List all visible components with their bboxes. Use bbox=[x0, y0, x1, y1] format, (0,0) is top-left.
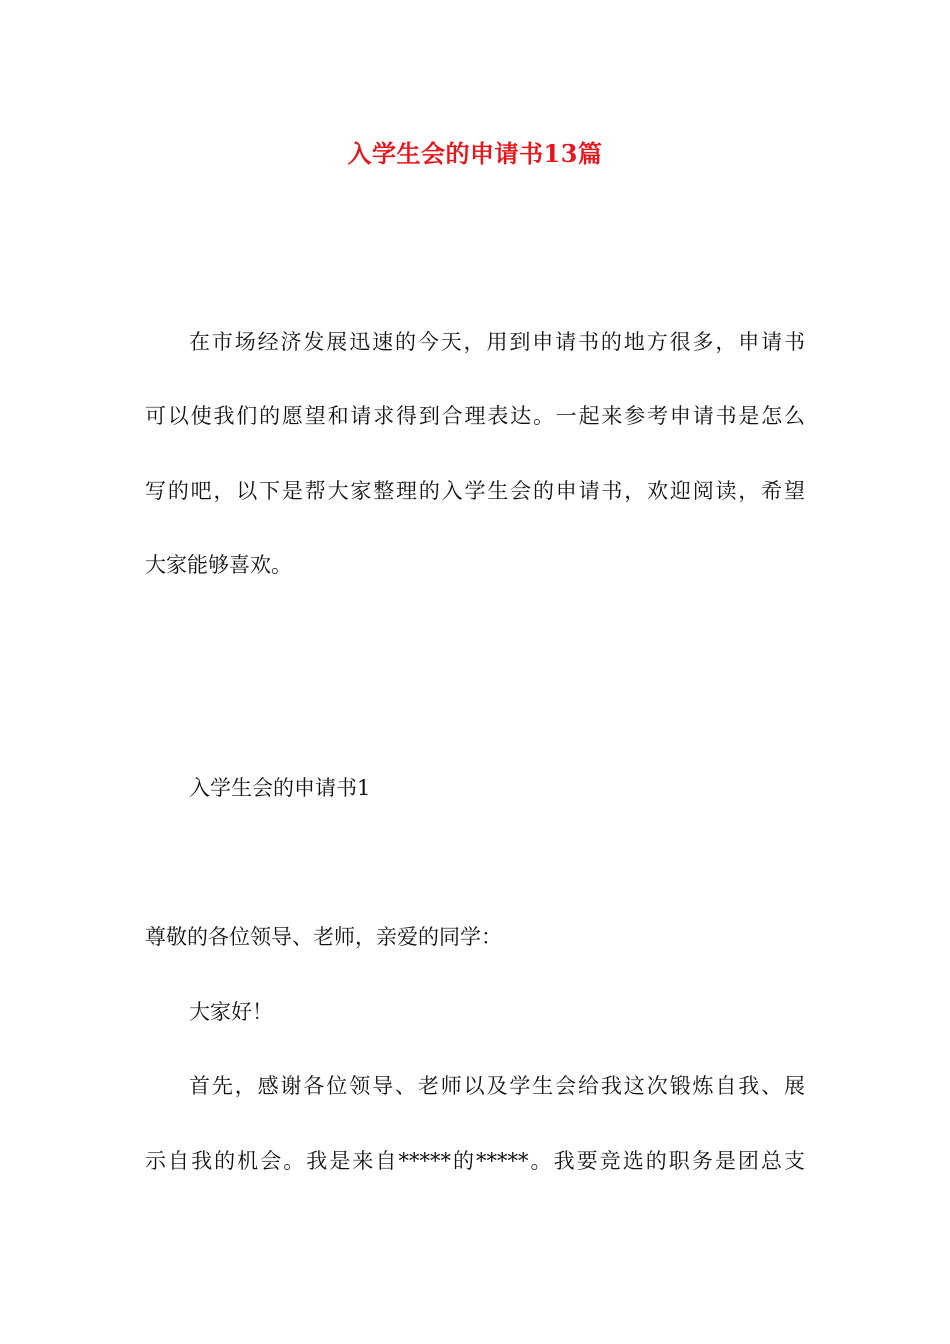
body-line-2: 示自我的机会。我是来自*****的*****。我要竞选的职务是团总支 bbox=[145, 1149, 805, 1173]
intro-line-1: 在市场经济发展迅速的今天，用到申请书的地方很多，申请书 bbox=[189, 330, 805, 354]
body-line-1: 首先，感谢各位领导、老师以及学生会给我这次锻炼自我、展 bbox=[189, 1074, 805, 1098]
greeting: 大家好！ bbox=[189, 1000, 273, 1024]
section-heading: 入学生会的申请书1 bbox=[189, 776, 371, 800]
salutation: 尊敬的各位领导、老师，亲爱的同学： bbox=[145, 925, 502, 949]
intro-line-3: 写的吧，以下是帮大家整理的入学生会的申请书，欢迎阅读，希望 bbox=[145, 479, 805, 503]
intro-line-2: 可以使我们的愿望和请求得到合理表达。一起来参考申请书是怎么 bbox=[145, 404, 805, 428]
document-title: 入学生会的申请书13篇 bbox=[347, 139, 603, 168]
intro-line-4: 大家能够喜欢。 bbox=[145, 553, 292, 577]
